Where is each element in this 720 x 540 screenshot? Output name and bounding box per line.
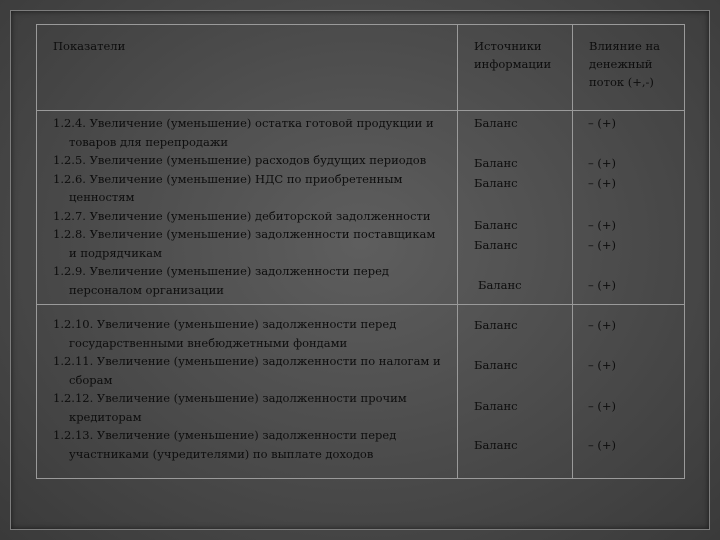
column-divider xyxy=(457,25,458,478)
source-value: Баланс xyxy=(474,116,518,130)
indicator-item: 1.2.11. Увеличение (уменьшение) задолженности по налогам и сборам xyxy=(53,354,441,387)
row-divider xyxy=(37,304,684,305)
indicator-item: 1.2.5. Увеличение (уменьшение) расходов будущих периодов xyxy=(53,153,427,167)
source-value: Баланс xyxy=(474,438,518,452)
indicator-item: 1.2.9. Увеличение (уменьшение) задолженности перед персоналом организации xyxy=(53,264,389,297)
row1-indicators xyxy=(53,114,445,299)
header-indicators: Показатели xyxy=(53,39,126,53)
source-value: Баланс xyxy=(474,218,518,232)
indicator-item: 1.2.10. Увеличение (уменьшение) задолженности перед государственными внебюджетными фондами xyxy=(53,317,397,350)
influence-value: – (+) xyxy=(588,318,617,332)
column-divider xyxy=(572,25,573,478)
indicator-item: 1.2.13. Увеличение (уменьшение) задолженности перед участниками (учредителями) по выплате доходов xyxy=(53,428,397,461)
influence-value: – (+) xyxy=(588,218,617,232)
influence-value: – (+) xyxy=(588,438,617,452)
source-value: Баланс xyxy=(474,358,518,372)
influence-value: – (+) xyxy=(588,176,617,190)
influence-value: – (+) xyxy=(588,358,617,372)
source-value: Баланс xyxy=(474,156,518,170)
influence-value: – (+) xyxy=(588,399,617,413)
influence-value: – (+) xyxy=(588,238,617,252)
row-divider xyxy=(37,110,684,111)
source-value: Баланс xyxy=(474,399,518,413)
source-value: Баланс xyxy=(474,238,518,252)
indicator-item: 1.2.4. Увеличение (уменьшение) остатка готовой продукции и товаров для перепродажи xyxy=(53,116,434,149)
source-value: Баланс xyxy=(474,176,518,190)
influence-value: – (+) xyxy=(588,278,617,292)
source-value: Баланс xyxy=(474,318,518,332)
influence-value: – (+) xyxy=(588,116,617,130)
indicator-item: 1.2.6. Увеличение (уменьшение) НДС по приобретенным ценностям xyxy=(53,171,403,204)
indicator-item: 1.2.7. Увеличение (уменьшение) дебиторской задолженности xyxy=(53,208,431,223)
header-influence: Влияние на денежный поток (+,-) xyxy=(589,39,660,89)
row2-indicators xyxy=(53,315,445,463)
indicator-item: 1.2.8. Увеличение (уменьшение) задолженности поставщикам и подрядчикам xyxy=(53,227,436,260)
influence-value: – (+) xyxy=(588,156,617,170)
source-value: Баланс xyxy=(478,278,522,292)
cash-flow-table xyxy=(36,24,685,479)
indicator-item: 1.2.12. Увеличение (уменьшение) задолженности прочим кредиторам xyxy=(53,391,407,424)
header-sources: Источники информации xyxy=(474,39,552,71)
